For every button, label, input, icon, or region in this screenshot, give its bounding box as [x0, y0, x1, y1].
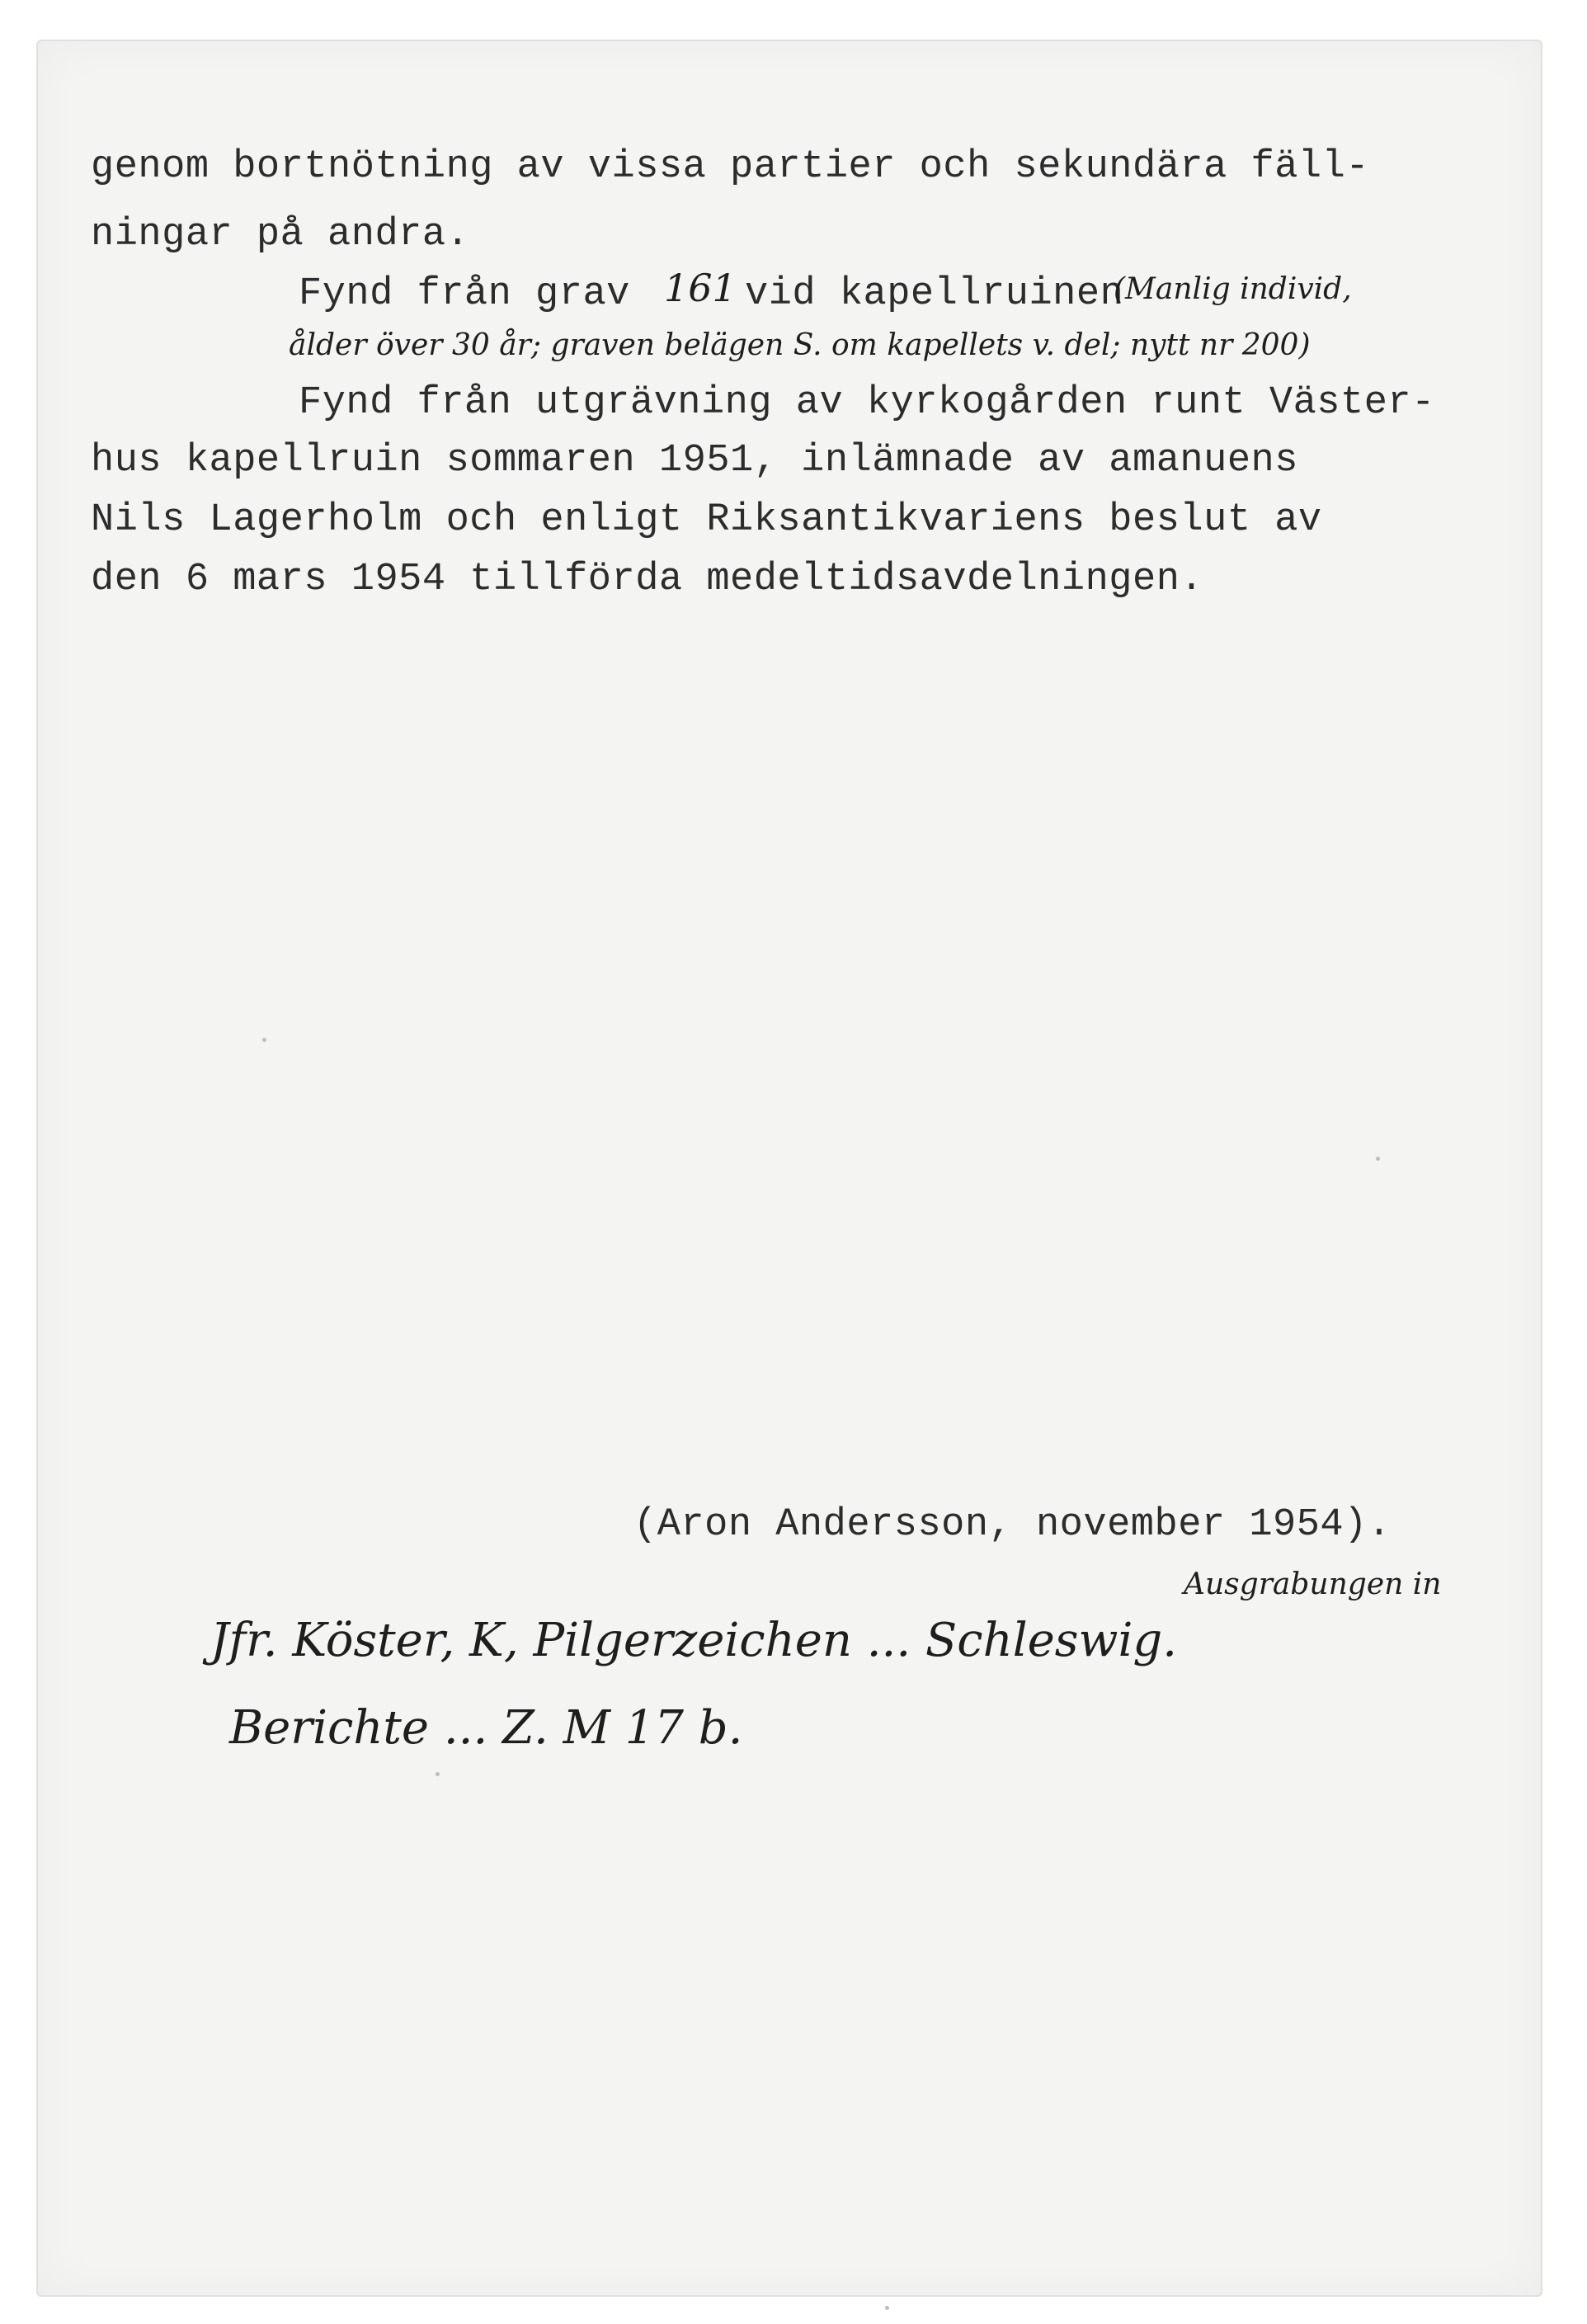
paper-speck	[1376, 1157, 1380, 1161]
typed-line-1: genom bortnötning av vissa partier och sekundära fäll-	[91, 145, 1370, 189]
handwritten-grave-number: 161	[664, 266, 737, 310]
typed-line-3-end: vid kapellruinen	[745, 272, 1124, 316]
typed-line-5: hus kapellruin sommaren 1951, inlämnade av amanuens	[91, 439, 1298, 483]
typed-line-6: Nils Lagerholm och enligt Riksantikvariens beslut av	[91, 498, 1322, 542]
handwritten-note-line-1: (Manlig individ,	[1114, 272, 1352, 306]
typed-line-4: Fynd från utgrävning av kyrkogården runt Väster-	[299, 381, 1435, 425]
archive-card	[36, 40, 1542, 2297]
handwritten-note-line-2: ålder över 30 år; graven belägen S. om kapellets v. del; nytt nr 200)	[289, 328, 1311, 362]
handwritten-reference-superscript: Ausgrabungen in	[1184, 1567, 1442, 1601]
typed-signature: (Aron Andersson, november 1954).	[633, 1503, 1392, 1547]
paper-speck	[262, 1038, 266, 1042]
paper-speck	[885, 2306, 889, 2310]
paper-speck	[436, 1772, 440, 1776]
typed-line-7: den 6 mars 1954 tillförda medeltidsavdelningen.	[91, 558, 1204, 601]
handwritten-reference-line-1: Jfr. Köster, K, Pilgerzeichen ... Schleswig.	[210, 1614, 1178, 1667]
handwritten-reference-line-2: Berichte ... Z. M 17 b.	[229, 1701, 743, 1755]
typed-line-2: ningar på andra.	[91, 213, 470, 257]
typed-line-3-start: Fynd från grav	[299, 272, 630, 316]
